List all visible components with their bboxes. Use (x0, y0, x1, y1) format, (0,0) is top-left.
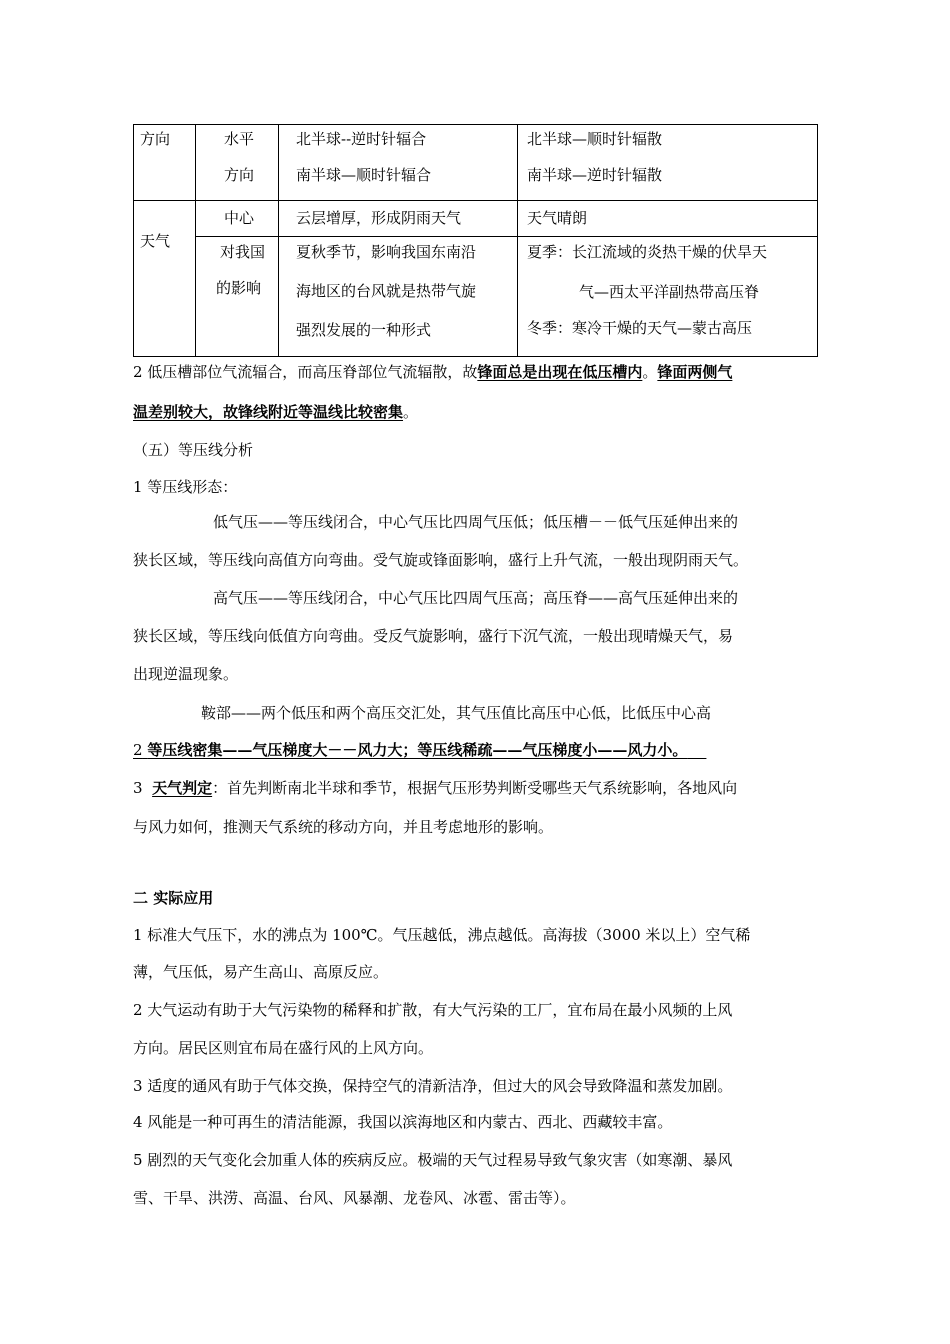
app3-line: 3 适度的通风有助于气体交换，保持空气的清新洁净，但过大的风会导致降温和蒸发加剧。 (133, 1077, 733, 1095)
table-cell-weather: 天气 (140, 232, 171, 250)
section2-title: 二 实际应用 (133, 889, 214, 907)
table-cell-anticyclone-impact-2: 气—西太平洋副热带高压脊 (579, 283, 760, 301)
item2-line (133, 740, 706, 760)
table-cell-anticyclone-north: 北半球—顺时针辐散 (527, 130, 663, 148)
table-cell-anticyclone-impact-1: 夏季：长江流域的炎热干燥的伏旱天 (527, 243, 768, 261)
trough-paragraph-line2 (133, 402, 418, 422)
low-pressure-line1: 低气压——等压线闭合，中心气压比四周气压低；低压槽－－低气压延伸出来的 (213, 513, 739, 531)
cyclone-anticyclone-table (133, 124, 818, 357)
table-cell-anticyclone-weather: 天气晴朗 (527, 209, 588, 227)
table-cell-cyclone-south: 南半球—顺时针辐合 (296, 166, 432, 184)
app5-line1: 5 剧烈的天气变化会加重人体的疾病反应。极端的天气过程易导致气象灾害（如寒潮、暴风 (133, 1151, 733, 1169)
table-cell-cyclone-weather: 云层增厚，形成阴雨天气 (296, 209, 462, 227)
app1-line1: 1 标准大气压下，水的沸点为 100℃。气压越低，沸点越低。高海拔（3000 米以上）空气稀 (133, 926, 751, 944)
trough-text-2: 。 (642, 363, 658, 381)
trough-paragraph-line1 (133, 362, 732, 382)
trough-bold-1: 锋面总是出现在低压槽内 (477, 363, 643, 381)
table-cell-cyclone-impact-3: 强烈发展的一种形式 (296, 321, 432, 339)
high-pressure-line3: 出现逆温现象。 (133, 665, 239, 683)
item3-line1 (133, 778, 737, 798)
table-cell-cyclone-north: 北半球--逆时针辐合 (296, 130, 427, 148)
app1-line2: 薄，气压低，易产生高山、高原反应。 (133, 963, 389, 981)
saddle-line: 鞍部——两个低压和两个高压交汇处，其气压值比高压中心低，比低压中心高 (201, 704, 712, 722)
trough-text-3: 。 (403, 403, 419, 421)
table-cell-cyclone-impact-1: 夏秋季节，影响我国东南沿 (296, 243, 477, 261)
high-pressure-line1: 高气压——等压线闭合，中心气压比四周气压高；高压脊——高气压延伸出来的 (213, 589, 739, 607)
table-cell-cyclone-impact-2: 海地区的台风就是热带气旋 (296, 282, 477, 300)
item1-title: 1 等压线形态： (133, 478, 238, 496)
item3-label: 天气判定 (152, 779, 213, 797)
table-vline-3 (517, 125, 518, 356)
table-cell-horizontal-2: 方向 (224, 166, 255, 184)
high-pressure-line2: 狭长区域，等压线向低值方向弯曲。受反气旋影响，盛行下沉气流，一般出现晴燥天气，易 (133, 627, 734, 645)
section5-title: （五）等压线分析 (133, 441, 254, 459)
table-cell-horizontal-1: 水平 (224, 130, 255, 148)
table-cell-impact-2: 的影响 (216, 279, 262, 297)
item2-trailing (687, 741, 706, 759)
table-cell-center: 中心 (224, 209, 255, 227)
trough-bold-2a: 锋面两侧气 (657, 363, 733, 381)
app5-line2: 雪、干旱、洪涝、高温、台风、风暴潮、龙卷风、冰雹、雷击等）。 (133, 1189, 576, 1207)
table-cell-direction: 方向 (140, 130, 171, 148)
app2-line2: 方向。居民区则宜布局在盛行风的上风方向。 (133, 1039, 434, 1057)
trough-text-1: 2 低压槽部位气流辐合，而高压脊部位气流辐散，故 (133, 363, 478, 381)
table-cell-anticyclone-impact-3: 冬季：寒冷干燥的天气—蒙古高压 (527, 319, 753, 337)
trough-bold-2b: 温差别较大，故锋线附近等温线比较密集 (133, 403, 404, 421)
app2-line1: 2 大气运动有助于大气污染物的稀释和扩散，有大气污染的工厂，宜布局在最小风频的上风 (133, 1001, 733, 1019)
app4-line: 4 风能是一种可再生的清洁能源，我国以滨海地区和内蒙古、西北、西藏较丰富。 (133, 1113, 673, 1131)
low-pressure-line2: 狭长区域，等压线向高值方向弯曲。受气旋或锋面影响，盛行上升气流，一般出现阴雨天气。 (133, 551, 749, 569)
item3-number: 3 (133, 779, 143, 797)
item3-text-1: ：首先判断南北半球和季节，根据气压形势判断受哪些天气系统影响，各地风向 (212, 779, 738, 797)
item3-line2: 与风力如何，推测天气系统的移动方向，并且考虑地形的影响。 (133, 818, 554, 836)
table-cell-anticyclone-south: 南半球—逆时针辐散 (527, 166, 663, 184)
table-cell-impact-1: 对我国 (220, 243, 266, 261)
table-vline-1 (195, 125, 196, 356)
table-vline-2 (278, 125, 279, 356)
item2-text: 等压线密集——气压梯度大－－风力大；等压线稀疏——气压梯度小——风力小。 (147, 741, 688, 759)
item2-number: 2 (133, 741, 143, 759)
